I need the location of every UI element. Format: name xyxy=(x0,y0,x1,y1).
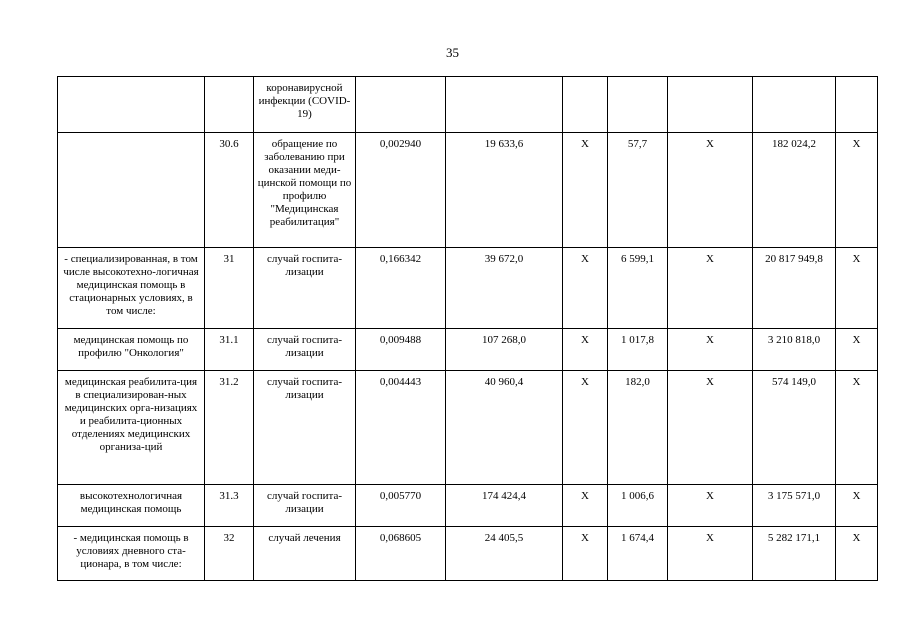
cost-cell: 19 633,6 xyxy=(446,133,563,248)
cost-cell: 39 672,0 xyxy=(446,248,563,329)
value-cell: 5 282 171,1 xyxy=(753,527,836,581)
table-row xyxy=(58,371,878,485)
cost-cell: 40 960,4 xyxy=(446,371,563,485)
row-number-cell: 31 xyxy=(205,248,254,329)
x-cell: Х xyxy=(836,248,878,329)
value-cell: 1 674,4 xyxy=(608,527,668,581)
value-cell xyxy=(753,77,836,133)
x-cell: Х xyxy=(836,485,878,527)
row-name-cell: - специализированная, в том числе высокотехно-логичная медицинская помощь в стационарных условиях, в том числе: xyxy=(58,248,205,329)
row-name-cell: высокотехнологичная медицинская помощь xyxy=(58,485,205,527)
x-cell: Х xyxy=(668,133,753,248)
row-number-cell: 30.6 xyxy=(205,133,254,248)
x-cell: Х xyxy=(563,527,608,581)
row-name-cell xyxy=(58,133,205,248)
table-row xyxy=(58,527,878,581)
unit-cell: случай лечения xyxy=(254,527,356,581)
norm-cell: 0,002940 xyxy=(356,133,446,248)
row-number-cell: 31.3 xyxy=(205,485,254,527)
norm-cell: 0,009488 xyxy=(356,329,446,371)
table-row xyxy=(58,485,878,527)
row-number-cell: 31.1 xyxy=(205,329,254,371)
x-cell: Х xyxy=(668,248,753,329)
unit-cell: случай госпита-лизации xyxy=(254,485,356,527)
cost-cell: 107 268,0 xyxy=(446,329,563,371)
unit-cell: случай госпита-лизации xyxy=(254,248,356,329)
value-cell: 3 175 571,0 xyxy=(753,485,836,527)
x-cell xyxy=(668,77,753,133)
cost-cell xyxy=(446,77,563,133)
row-number-cell xyxy=(205,77,254,133)
cost-cell: 174 424,4 xyxy=(446,485,563,527)
norm-cell: 0,166342 xyxy=(356,248,446,329)
value-cell: 1 017,8 xyxy=(608,329,668,371)
value-cell: 182 024,2 xyxy=(753,133,836,248)
unit-cell: случай госпита-лизации xyxy=(254,371,356,485)
x-cell: Х xyxy=(563,485,608,527)
norm-cell: 0,068605 xyxy=(356,527,446,581)
x-cell: Х xyxy=(563,371,608,485)
x-cell: Х xyxy=(836,133,878,248)
norm-cell: 0,004443 xyxy=(356,371,446,485)
norm-cell: 0,005770 xyxy=(356,485,446,527)
x-cell xyxy=(836,77,878,133)
x-cell xyxy=(563,77,608,133)
value-cell: 3 210 818,0 xyxy=(753,329,836,371)
value-cell: 1 006,6 xyxy=(608,485,668,527)
row-name-cell xyxy=(58,77,205,133)
row-name-cell: медицинская реабилита-ция в специализирован-ных медицинских орга-низациях и реабилита-ционных отделениях медицинских организа-ций xyxy=(58,371,205,485)
x-cell: Х xyxy=(563,133,608,248)
row-number-cell: 32 xyxy=(205,527,254,581)
unit-cell: случай госпита-лизации xyxy=(254,329,356,371)
table-row xyxy=(58,133,878,248)
x-cell: Х xyxy=(563,329,608,371)
row-name-cell: медицинская помощь по профилю "Онкология" xyxy=(58,329,205,371)
page-number: 35 xyxy=(446,45,459,60)
x-cell: Х xyxy=(836,371,878,485)
value-cell: 57,7 xyxy=(608,133,668,248)
norm-cell xyxy=(356,77,446,133)
x-cell: Х xyxy=(668,527,753,581)
x-cell: Х xyxy=(836,527,878,581)
value-cell xyxy=(608,77,668,133)
x-cell: Х xyxy=(563,248,608,329)
value-cell: 574 149,0 xyxy=(753,371,836,485)
cost-cell: 24 405,5 xyxy=(446,527,563,581)
x-cell: Х xyxy=(836,329,878,371)
unit-cell: коронавирусной инфекции (COVID-19) xyxy=(254,77,356,133)
value-cell: 182,0 xyxy=(608,371,668,485)
unit-cell: обращение по заболеванию при оказании меди-цинской помощи по профилю "Медицинская реабилитация" xyxy=(254,133,356,248)
table-row xyxy=(58,329,878,371)
value-cell: 20 817 949,8 xyxy=(753,248,836,329)
financing-table xyxy=(57,76,878,581)
row-name-cell: - медицинская помощь в условиях дневного ста-ционара, в том числе: xyxy=(58,527,205,581)
table-row xyxy=(58,248,878,329)
table-row xyxy=(58,77,878,133)
value-cell: 6 599,1 xyxy=(608,248,668,329)
x-cell: Х xyxy=(668,485,753,527)
x-cell: Х xyxy=(668,329,753,371)
x-cell: Х xyxy=(668,371,753,485)
row-number-cell: 31.2 xyxy=(205,371,254,485)
